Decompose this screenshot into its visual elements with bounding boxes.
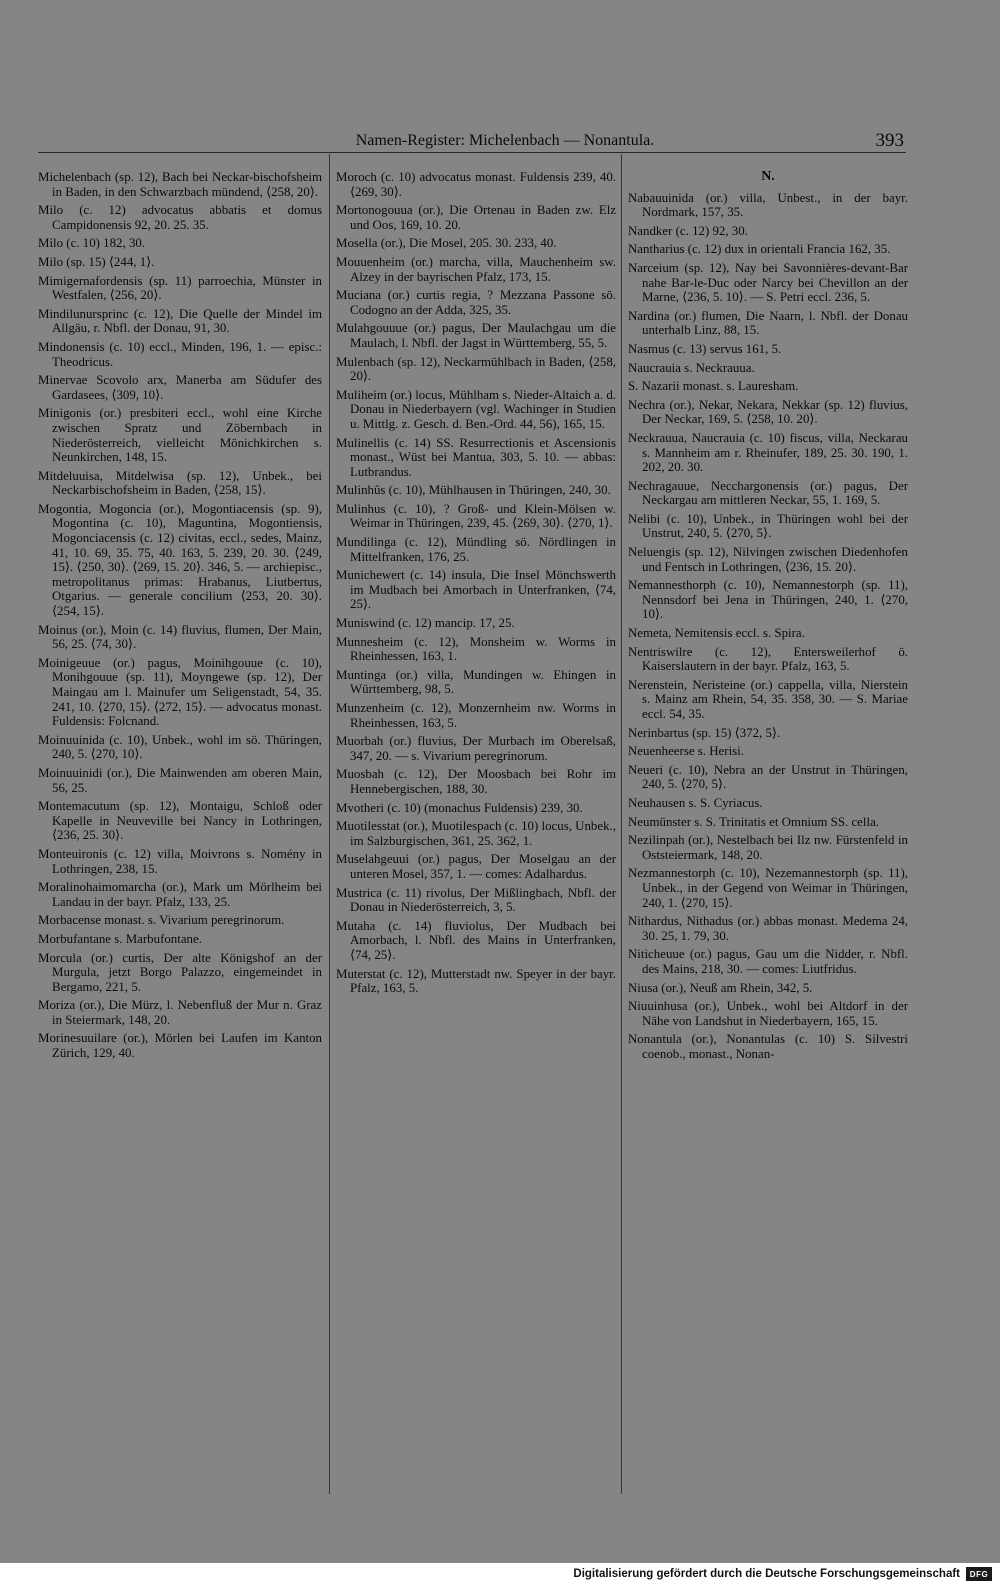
index-entry: Moralinohaimomarcha (or.), Mark um Mörlheim bei Landau in der bayr. Pfalz, 133, 25. xyxy=(38,880,322,909)
index-entry: Michelenbach (sp. 12), Bach bei Neckar-bischofsheim in Baden, in den Schwarzbach mündend, ⟨258, 20⟩. xyxy=(38,170,322,199)
index-entry: Nemeta, Nemitensis eccl. s. Spira. xyxy=(628,626,805,641)
index-entry: Nonantula (or.), Nonantulas (c. 10) S. Silvestri coenob., monast., Nonan- xyxy=(628,1032,908,1061)
index-entry: Monteuironis (c. 12) villa, Moivrons s. Nomény in Lothringen, 238, 15. xyxy=(38,846,322,876)
index-entry: Neueri (c. 10), Nebra an der Unstrut in Thüringen, 240, 5. ⟨270, 5⟩. xyxy=(628,762,908,792)
index-entry: Mitdeluuisa, Mitdelwisa (sp. 12), Unbek., bei Neckarbischofsheim in Baden, ⟨258, 15⟩. xyxy=(38,468,322,498)
index-entry: Nechra (or.), Nekar, Nekara, Nekkar (sp. 12) fluvius, Der Neckar, 169, 5. ⟨258, 10. 20⟩. xyxy=(628,397,908,427)
index-entry: Muterstat (c. 12), Mutterstadt nw. Speyer in der bayr. Pfalz, 163, 5. xyxy=(336,966,616,996)
index-entry: Neckrauua, Naucrauia (c. 10) fiscus, villa, Neckarau s. Mannheim am r. Rheinufer, 189, 25. 30. 190, 1. 202, 20. 30. xyxy=(628,430,908,475)
index-entry: Nantharius (c. 12) dux in orientali Francia 162, 35. xyxy=(628,242,891,257)
index-entry: Mogontia, Mogoncia (or.), Mogontiacensis (sp. 9), Mogontina (c. 10), Maguntina, Mogontiensis, Mogonciacensis (c. 12) civitas, eccl., sedes, Mainz, 41, 10. 69, 35. 75, 40. 163, 5. 239, 20. 30. ⟨249, 15⟩. ⟨250, 30⟩. ⟨269, 15. 20⟩. 346, 5. — archiepisc., metropolitanus primas: Hrabanus, Liutbertus, Otgarius. — generale concilium ⟨253, 20. 30⟩. ⟨254, 15⟩. xyxy=(38,501,322,619)
index-entry: Niusa (or.), Neuß am Rhein, 342, 5. xyxy=(628,980,813,995)
index-entry: Moinuuinida (c. 10), Unbek., wohl im sö. Thüringen, 240, 5. ⟨270, 10⟩. xyxy=(38,732,322,762)
index-entry: Nasmus (c. 13) servus 161, 5. xyxy=(628,341,782,356)
index-entry: Morinesuuilare (or.), Mörlen bei Laufen im Kanton Zürich, 129, 40. xyxy=(38,1031,322,1061)
index-entry: Muntinga (or.) villa, Mundingen w. Ehingen in Württemberg, 98, 5. xyxy=(336,667,616,697)
index-entry: Neluengis (sp. 12), Nilvingen zwischen Diedenhofen und Fentsch in Lothringen, ⟨236, 15. 20⟩. xyxy=(628,545,908,574)
index-entry: Nezmannestorph (c. 10), Nezemannestorph (sp. 11), Unbek., in der Gegend von Weimar in Thüringen, 240, 1. ⟨270, 15⟩. xyxy=(628,866,908,910)
index-entry: S. Nazarii monast. s. Lauresham. xyxy=(628,379,799,394)
index-entry: Moriza (or.), Die Mürz, l. Nebenfluß der Mur n. Graz in Steiermark, 148, 20. xyxy=(38,998,322,1027)
index-entry: Mustrica (c. 11) rivolus, Der Mißlingbach, Nbfl. der Donau in Niederösterreich, 3, 5. xyxy=(336,885,616,915)
column-separator xyxy=(329,154,330,1494)
index-entry: Nerinbartus (sp. 15) ⟨372, 5⟩. xyxy=(628,725,781,740)
index-entry: Morcula (or.) curtis, Der alte Königshof an der Murgula, jetzt Borgo Palazzo, eingemeindet in Bergamo, 221, 5. xyxy=(38,950,322,994)
index-entry: Naucrauia s. Neckrauua. xyxy=(628,360,755,375)
index-entry: Niticheuue (or.) pagus, Gau um die Nidder, r. Nbfl. des Mains, 218, 30. — comes: Liutfridus. xyxy=(628,947,908,976)
index-entry: Moinigeuue (or.) pagus, Moinihgouue (c. 10), Monihgouue (sp. 11), Moyngewe (sp. 12), Der Maingau am l. Mainufer um Seligenstadt, 54, 35. 241, 10. ⟨270, 15⟩. ⟨272, 15⟩. — advocatus monast. Fuldensis: Folcnand. xyxy=(38,655,322,729)
header-rule xyxy=(38,152,906,153)
index-entry: Nemannesthorph (c. 10), Nemannestorph (sp. 11), Nennsdorf bei Jena in Thüringen, 240, 1. ⟨270, 10⟩. xyxy=(628,578,908,622)
index-entry: Nechragauue, Necchargonensis (or.) pagus, Der Neckargau am mittleren Neckar, 55, 1. 169, 5. xyxy=(628,478,908,508)
index-entry: Nelibi (c. 10), Unbek., in Thüringen wohl bei der Unstrut, 240, 5. ⟨270, 5⟩. xyxy=(628,511,908,541)
column-separator xyxy=(621,154,622,1494)
index-entry: Nithardus, Nithadus (or.) abbas monast. Medema 24, 30. 25, 1. 79, 30. xyxy=(628,914,908,943)
index-entry: Nerenstein, Neristeine (or.) cappella, villa, Nierstein s. Mainz am Rhein, 54, 35. 358, 30. — S. Mariae eccl. 54, 35. xyxy=(628,677,908,721)
index-entry: Neuhausen s. S. Cyriacus. xyxy=(628,795,763,810)
index-entry: Milo (c. 12) advocatus abbatis et domus Campidonensis 92, 20. 25. 35. xyxy=(38,203,322,232)
index-entry: Muliheim (or.) locus, Mühlham s. Nieder-Altaich a. d. Donau in Niederbayern (vgl. Wachinger in Studien u. Mittlg. z. Gesch. d. Ben.-Ord. 44, 56), 165, 15. xyxy=(336,387,616,431)
index-entry: Muotilesstat (or.), Muotilespach (c. 10) locus, Unbek., im Salzburgischen, 361, 25. 362, 1. xyxy=(336,819,616,848)
index-entry: Mouuenheim (or.) marcha, villa, Mauchenheim sw. Alzey in der bayrischen Pfalz, 173, 15. xyxy=(336,254,616,284)
index-entry: Mundilinga (c. 12), Mündling sö. Nördlingen in Mittelfranken, 176, 25. xyxy=(336,535,616,564)
index-entry: Mosella (or.), Die Mosel, 205. 30. 233, 40. xyxy=(336,236,557,251)
index-entry: Neumünster s. S. Trinitatis et Omnium SS. cella. xyxy=(628,814,880,829)
index-entry: Niuuinhusa (or.), Unbek., wohl bei Altdorf in der Nähe von Landshut in Niederbayern, 165, 15. xyxy=(628,999,908,1028)
index-entry: Muselahgeuui (or.) pagus, Der Moselgau an der unteren Mosel, 357, 1. — comes: Adalhardus. xyxy=(336,852,616,881)
index-column-2 xyxy=(336,170,616,1000)
footer-bar xyxy=(0,1563,1000,1585)
index-entry: Muorbah (or.) fluvius, Der Murbach im Oberelsaß, 347, 20. — s. Vivarium peregrinorum. xyxy=(336,734,616,763)
index-entry: Mulinhûs (c. 10), Mühlhausen in Thüringen, 240, 30. xyxy=(336,483,611,498)
index-entry: Milo (sp. 15) ⟨244, 1⟩. xyxy=(38,254,155,269)
index-entry: Morbufantane s. Marbufontane. xyxy=(38,931,202,946)
index-entry: Mortonogouua (or.), Die Ortenau in Baden zw. Elz und Oos, 169, 10. 20. xyxy=(336,203,616,232)
index-entry: Neuenheerse s. Herisi. xyxy=(628,744,744,759)
index-entry: Mulinellis (c. 14) SS. Resurrectionis et Ascensionis monast., Wüst bei Mantua, 303, 5. 10. — abbas: Lutbrandus. xyxy=(336,435,616,479)
index-column-3 xyxy=(628,170,908,1065)
index-entry: Moinus (or.), Moin (c. 14) fluvius, flumen, Der Main, 56, 25. ⟨74, 30⟩. xyxy=(38,622,322,652)
running-head: Namen-Register: Michelenbach — Nonantula. xyxy=(355,132,655,149)
index-entry: Morbacense monast. s. Vivarium peregrinorum. xyxy=(38,913,285,928)
index-entry: Mvotheri (c. 10) (monachus Fuldensis) 239, 30. xyxy=(336,800,583,815)
section-letter: N. xyxy=(761,169,775,184)
index-entry: Mutaha (c. 14) fluviolus, Der Mudbach bei Amorbach, l. Nbfl. des Mains in Unterfranken, ⟨74, 25⟩. xyxy=(336,918,616,962)
index-entry: Moinuuinidi (or.), Die Mainwenden am oberen Main, 56, 25. xyxy=(38,765,322,795)
index-entry: Mindonensis (c. 10) eccl., Minden, 196, 1. — episc.: Theodricus. xyxy=(38,339,322,369)
index-entry: Nezilinpah (or.), Nestelbach bei Ilz nw. Fürstenfeld in Oststeiermark, 148, 20. xyxy=(628,833,908,862)
index-entry: Mulenbach (sp. 12), Neckarmühlbach in Baden, ⟨258, 20⟩. xyxy=(336,354,616,384)
index-entry: Mulinhus (c. 10), ? Groß- und Klein-Mölsen w. Weimar in Thüringen, 239, 45. ⟨269, 30⟩. ⟨270, 1⟩. xyxy=(336,501,616,531)
index-entry: Muniswind (c. 12) mancip. 17, 25. xyxy=(336,616,515,631)
index-entry: Nardina (or.) flumen, Die Naarn, l. Nbfl. der Donau unterhalb Linz, 88, 15. xyxy=(628,308,908,338)
index-entry: Muosbah (c. 12), Der Moosbach bei Rohr im Hennebergischen, 188, 30. xyxy=(336,767,616,796)
page-number: 393 xyxy=(875,130,904,151)
index-entry: Nabauuinida (or.) villa, Unbest., in der bayr. Nordmark, 157, 35. xyxy=(628,190,908,220)
index-column-1 xyxy=(38,170,322,1065)
index-entry: Moroch (c. 10) advocatus monast. Fuldensis 239, 40. ⟨269, 30⟩. xyxy=(336,170,616,199)
index-entry: Minigonis (or.) presbiteri eccl., wohl eine Kirche zwischen Spratz und Zöbernbach in Niederösterreich, vielleicht Mönichkirchen s. Neunkirchen, 148, 15. xyxy=(38,406,322,465)
index-entry: Minervae Scovolo arx, Manerba am Südufer des Gardasees, ⟨309, 10⟩. xyxy=(38,373,322,402)
index-entry: Milo (c. 10) 182, 30. xyxy=(38,236,146,251)
index-entry: Mimigernafordensis (sp. 11) parroechia, Münster in Westfalen, ⟨256, 20⟩. xyxy=(38,273,322,303)
dfg-logo: DFG xyxy=(966,1567,992,1581)
index-entry: Munzenheim (c. 12), Monzernheim nw. Worms in Rheinhessen, 163, 5. xyxy=(336,701,616,730)
index-entry: Mulahgouuue (or.) pagus, Der Maulachgau um die Maulach, l. Nbfl. der Jagst in Württemberg, 55, 5. xyxy=(336,321,616,350)
funding-note: Digitalisierung gefördert durch die Deutsche Forschungsgemeinschaft xyxy=(573,1568,960,1580)
index-entry: Nentriswilre (c. 12), Entersweilerhof ö. Kaiserslautern in der bayr. Pfalz, 163, 5. xyxy=(628,644,908,674)
index-entry: Narceium (sp. 12), Nay bei Savonnières-devant-Bar nahe Bar-le-Duc oder Narcy bei Chevillon an der Marne, ⟨236, 5. 10⟩. — S. Petri eccl. 236, 5. xyxy=(628,260,908,305)
index-entry: Nandker (c. 12) 92, 30. xyxy=(628,223,748,238)
index-entry: Montemacutum (sp. 12), Montaigu, Schloß oder Kapelle in Neuveville bei Nancy in Lothringen, ⟨236, 25. 30⟩. xyxy=(38,799,322,843)
index-entry: Munnesheim (c. 12), Monsheim w. Worms in Rheinhessen, 163, 1. xyxy=(336,634,616,664)
index-entry: Muciana (or.) curtis regia, ? Mezzana Passone sö. Codogno an der Adda, 325, 35. xyxy=(336,288,616,317)
index-entry: Mindilunursprinc (c. 12), Die Quelle der Mindel im Allgäu, r. Nbfl. der Donau, 91, 30. xyxy=(38,306,322,336)
index-entry: Munichewert (c. 14) insula, Die Insel Mönchswerth im Mudbach bei Amorbach in Unterfranken, ⟨74, 25⟩. xyxy=(336,568,616,612)
